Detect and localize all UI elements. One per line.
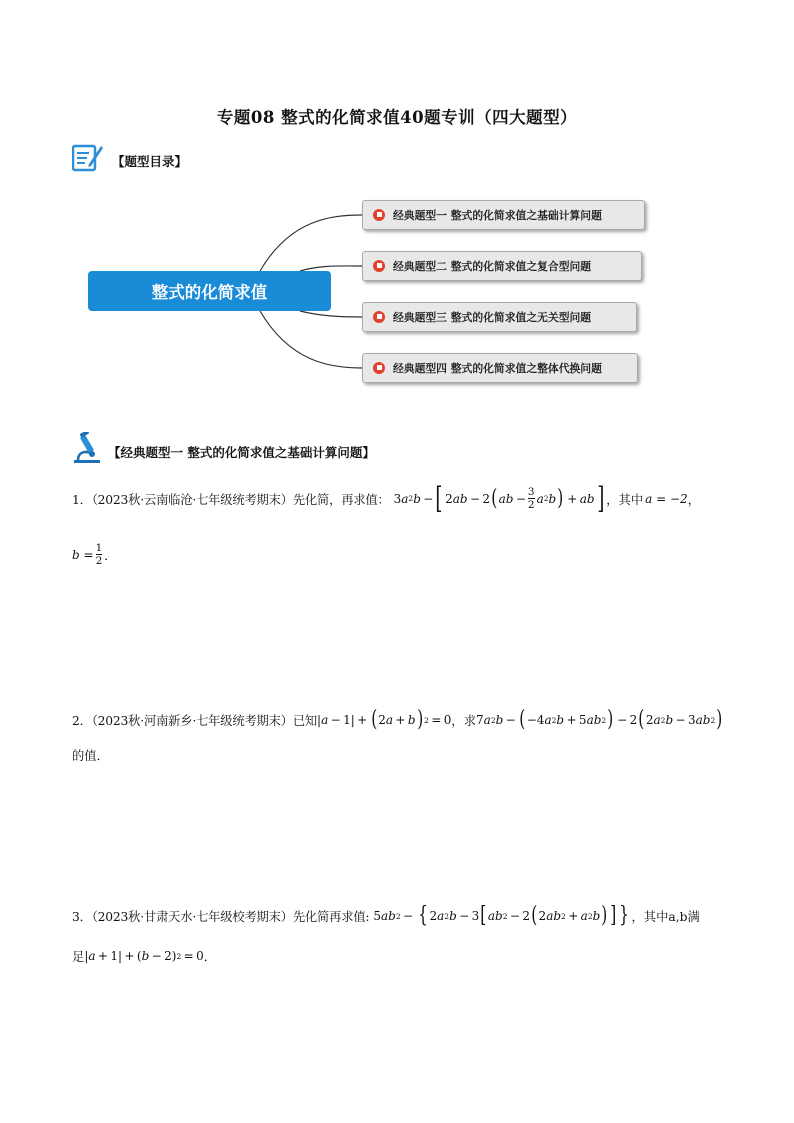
question-2-source: 2．（2023秋·河南新乡·七年级统考期末）已知 [72, 714, 318, 728]
flag-icon [373, 362, 385, 374]
mindmap-central-node: 整式的化简求值 [88, 271, 331, 311]
section-heading: 【经典题型一 整式的化简求值之基础计算问题】 [108, 445, 375, 460]
mindmap [0, 190, 794, 390]
question-1-cond-a: a = −2 [645, 491, 688, 506]
question-1-expression: 3 a 2 b − [ 2 ab − 2 ( ab − $\frac{3}{2}$ a 2 b ) + ab ] [393, 480, 604, 516]
question-2-condition: | a − 1| + ( 2 a + b ) 2 = 0 [317, 707, 452, 732]
section-header [72, 432, 375, 468]
mindmap-branch-2 [362, 251, 642, 281]
question-1-line2 [72, 542, 117, 567]
page-title: 专题08 整式的化简求值40题专训（四大题型） [216, 108, 578, 127]
question-3-expression: 5 ab 2 − { 2 a 2 b − 3 [ ab 2 − 2 ( 2 ab 2 + a 2 b ) ] } [373, 903, 630, 928]
mindmap-branch-4 [362, 353, 638, 383]
question-2-line2 [72, 746, 109, 764]
question-1-tail: ，其中 [606, 492, 644, 507]
notepad-pencil-icon [72, 142, 104, 176]
branch-label: 经典题型四 整式的化简求值之整体代换问题 [393, 361, 602, 375]
question-3-tail: ，其中a,b满 [631, 910, 700, 924]
question-3-line2-pre: 足 [72, 950, 85, 964]
question-1-source: 1．（2023秋·云南临沧·七年级统考期末）先化简，再求值： [72, 492, 390, 507]
question-3-end: ． [203, 950, 217, 964]
question-3-source: 3．（2023秋·甘肃天水·七年级校考期末）先化简再求值: [72, 910, 370, 924]
question-1-cond-b [72, 542, 104, 567]
branch-label: 经典题型二 整式的化简求值之复合型问题 [393, 259, 592, 273]
toc-header [72, 142, 187, 176]
microscope-icon [72, 432, 102, 468]
question-2-line2-text: 的值． [72, 749, 109, 763]
flag-icon [373, 311, 385, 323]
flag-icon [373, 209, 385, 221]
branch-label: 经典题型一 整式的化简求值之基础计算问题 [393, 208, 602, 222]
question-2-line1 [72, 707, 724, 732]
question-2-expression: 7 a 2 b − ( −4 a 2 b + 5 ab 2 ) − 2 ( 2 a 2 b − 3 ab 2 ) [476, 707, 723, 732]
mindmap-branch-3 [362, 302, 637, 332]
cond-b-num: 1 [95, 542, 103, 554]
flag-icon [373, 260, 385, 272]
mindmap-branch-1 [362, 200, 645, 230]
question-3-line1 [72, 903, 700, 928]
question-1-end: ． [104, 548, 117, 563]
question-3-line2 [72, 947, 216, 965]
cond-b-lhs: b = [72, 547, 94, 562]
comma: ， [687, 492, 700, 507]
question-1-line1 [72, 480, 700, 516]
toc-label: 【题型目录】 [112, 154, 188, 169]
question-2-mid: ，求 [451, 714, 477, 728]
branch-label: 经典题型三 整式的化简求值之无关型问题 [393, 310, 592, 324]
cond-b-den: 2 [95, 555, 103, 567]
question-3-condition: | a + 1| + ( b − 2) 2 = 0 [84, 949, 204, 963]
